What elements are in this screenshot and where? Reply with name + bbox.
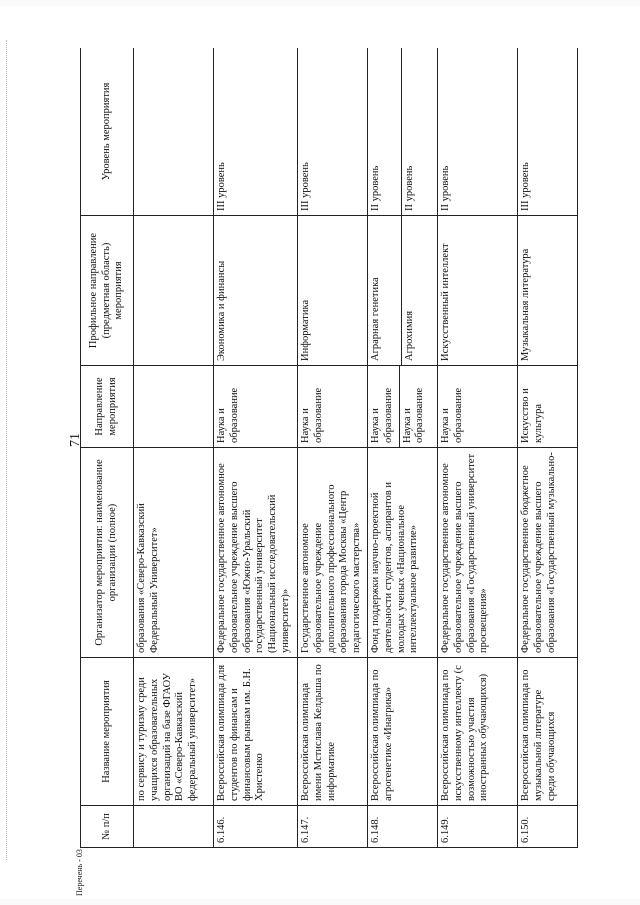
row-name: Всероссийская олимпиада по музыкальной литературе среди обучающихся	[518, 658, 578, 806]
row-direction: Наука и образование	[438, 366, 518, 448]
row-direction: Наука и образование	[214, 366, 298, 448]
row-organizer: Федеральное государственное бюджетное образовательное учреждение высшего образования «Государственный музыкально-	[518, 448, 578, 658]
row-level: III уровень	[298, 48, 368, 216]
rotated-table-area	[80, 48, 640, 848]
page-number: 71	[68, 433, 83, 447]
row-num: 6.149.	[438, 806, 518, 848]
binding-edge	[6, 40, 9, 860]
row-direction: Искусство и культура	[518, 366, 578, 448]
row-profile: Информатика	[298, 216, 368, 366]
table-row	[438, 48, 518, 848]
table-landscape	[80, 48, 640, 848]
direction-line-1: Наука и образование	[370, 387, 394, 443]
row-profile: Искусственный интеллект	[438, 216, 518, 366]
row-name: по сервису и туризму среди учащихся образовательных организаций на базе ФГАОУ ВО «Северо-Кавказский федеральный университет»	[134, 658, 214, 806]
row-profile	[368, 216, 438, 366]
scan-edge-top	[0, 0, 640, 6]
row-level	[368, 48, 438, 216]
row-level: III уровень	[518, 48, 578, 216]
table-row	[298, 48, 368, 848]
row-level	[134, 48, 214, 216]
direction-line-2: Наука и образование	[399, 366, 428, 447]
row-level: II уровень	[438, 48, 518, 216]
row-direction: Наука и образование	[298, 366, 368, 448]
header-level: Уровень мероприятия	[81, 48, 134, 216]
level-line-2: II уровень	[401, 48, 417, 215]
table-row	[368, 48, 438, 848]
row-level: III уровень	[214, 48, 298, 216]
level-line-1: II уровень	[370, 165, 381, 211]
profile-line-1: Аграрная генетика	[370, 277, 381, 361]
profile-line-2: Агрохимия	[401, 216, 417, 365]
table-row	[518, 48, 578, 848]
events-table	[80, 48, 578, 848]
footer-mark: Перечень - 03	[75, 849, 84, 896]
header-name: Название мероприятия	[81, 658, 134, 806]
row-organizer: образования «Северо-Кавказский Федеральный Университет»	[134, 448, 214, 658]
row-organizer: Федеральное государственное автономное образовательное учреждение высшего образования «Южно-Уральский государственный университет (Национальный исследовательский университет)»	[214, 448, 298, 658]
table-row	[214, 48, 298, 848]
table-header-row	[81, 48, 134, 848]
row-profile: Экономика и финансы	[214, 216, 298, 366]
row-num: 6.146.	[214, 806, 298, 848]
row-profile	[134, 216, 214, 366]
row-name: Всероссийская олимпиада для студентов по финансам и финансовым рынкам им. Б.Н. Христенко	[214, 658, 298, 806]
row-organizer: Государственное автономное образовательное учреждение дополнительного профессионального образования города Москвы «Центр педагогического мастерства»	[298, 448, 368, 658]
row-num: 6.148.	[368, 806, 438, 848]
row-organizer: Федеральное государственное автономное образовательное учреждение высшего образования «Государственный университет просвещения»	[438, 448, 518, 658]
row-direction	[134, 366, 214, 448]
row-num: 6.150.	[518, 806, 578, 848]
row-name: Всероссийская олимпиада по искусственному интеллекту (с возможностью участия иностранных обучающихся)	[438, 658, 518, 806]
header-profile: Профильное направление (предметная область) мероприятия	[81, 216, 134, 366]
row-name: Всероссийская олимпиада по агрогенетике «Инагрика»	[368, 658, 438, 806]
row-num: 6.147.	[298, 806, 368, 848]
row-profile: Музыкальная литература	[518, 216, 578, 366]
row-direction	[368, 366, 438, 448]
row-num	[134, 806, 214, 848]
row-name: Всероссийская олимпиада имени Мстислава Келдыша по информатике	[298, 658, 368, 806]
header-organizer: Организатор мероприятия: наименование организации (полное)	[81, 448, 134, 658]
row-organizer: Фонд поддержки научно-проектной деятельности студентов, аспирантов и молодых ученых «Национальное интеллектуальное развитие»	[368, 448, 438, 658]
table-row	[134, 48, 214, 848]
scan-edge-bottom	[0, 899, 640, 905]
header-num: № п/п	[81, 806, 134, 848]
header-direction: Направление мероприятия	[81, 366, 134, 448]
